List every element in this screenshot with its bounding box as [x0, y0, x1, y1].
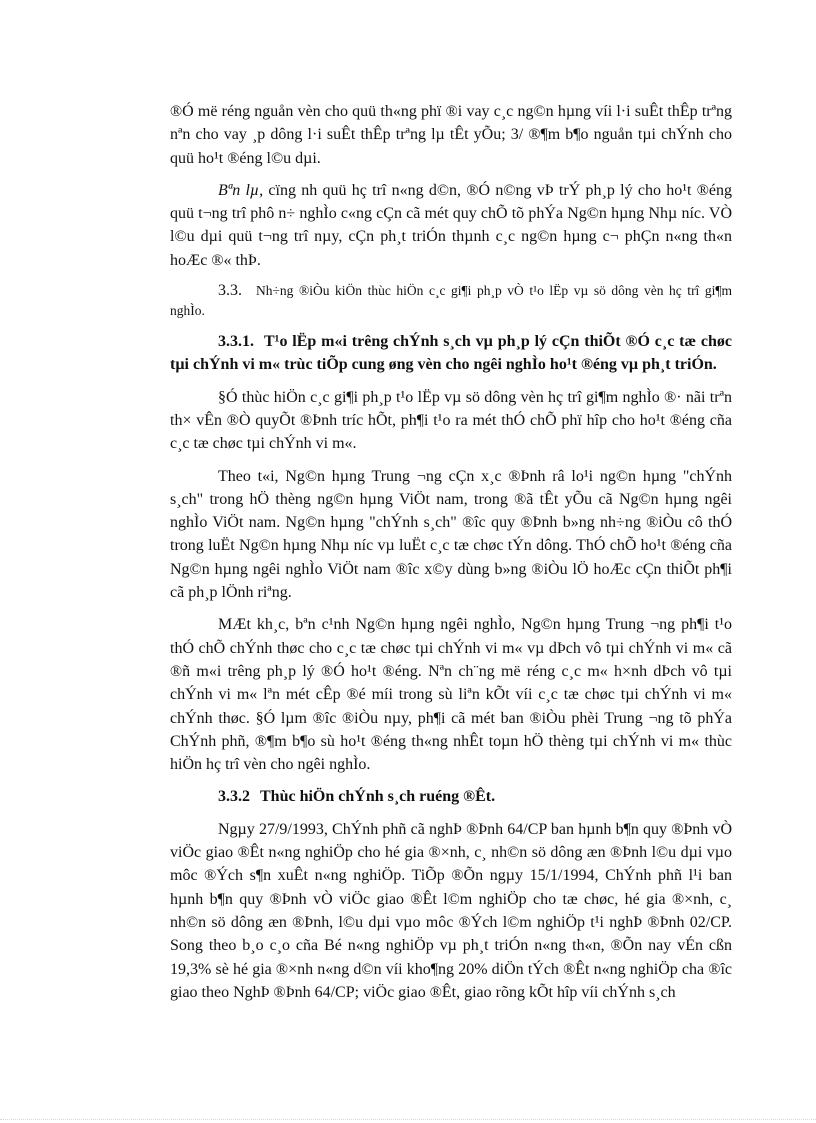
- paragraph-2-italic-lead: Bªn lµ,: [218, 181, 264, 199]
- section-title: Thùc hiÖn chÝnh s¸ch ruéng ®Êt.: [260, 788, 496, 806]
- page-bottom-dotted-border: [0, 1119, 816, 1120]
- paragraph-5: MÆt kh¸c, bªn c¹nh Ng©n hµng ngêi nghÌo, Ng©n hµng Trung ¬ng ph¶i t¹o thÓ chÕ chÝnh thøc cho c¸c tæ chøc tµi chÝnh vi m« vµ dÞch vô tµi chÝnh vi m« cã ®ñ m«i trêng ph¸p lý ®Ó ho¹t ®éng. Nªn ch¨ng më réng c¸c m« h×nh dÞch vô tµi chÝnh vi m« lªn mét cÊp ®é míi trong sù liªn kÕt víi c¸c tæ chøc tµi chÝnh vi m« chÝnh thøc. §Ó lµm ®îc ®iÒu nµy, ph¶i cã mét ban ®iÒu phèi Trung ¬ng tõ phÝa ChÝnh phñ, ®¶m b¶o sù ho¹t ®éng th«ng nhÊt toµn hÖ thèng tµi chÝnh vi m« thùc hiÖn hç trî vèn cho ngêi nghÌo.: [170, 616, 732, 774]
- document-page: [170, 100, 732, 1004]
- paragraph-6: Ngµy 27/9/1993, ChÝnh phñ cã nghÞ ®Þnh 64/CP ban hµnh b¶n quy ®Þnh vÒ viÖc giao ®Êt n«ng nghiÖp cho hé gia ®×nh, c¸ nh©n sö dông æn ®Þnh l©u dµi vµo môc ®Ých s¶n xuÊt n«ng nghiÖp. TiÕp ®Õn ngµy 15/1/1994, ChÝnh phñ l¹i ban hµnh b¶n quy ®Þnh vÒ viÖc giao ®Êt l©m nghiÖp cho tæ chøc, hé gia ®×nh, c¸ nh©n sö dông æn ®Þnh, l©u dµi vµo môc ®Ých l©m nghiÖp t¹i nghÞ ®Þnh 02/CP. Song theo b¸o c¸o cña Bé n«ng nghiÖp vµ ph¸t triÓn n«ng th«n, ®Õn nay vÉn cßn 19,3% sè hé gia ®×nh n«ng d©n víi kho¶ng 20% diÖn tÝch ®Êt n«ng nghiÖp cha ®îc giao theo NghÞ ®Þnh 64/CP; viÖc giao ®Êt, giao rõng kÕt hîp víi chÝnh s¸ch: [170, 820, 732, 1001]
- section-number: 3.3.2: [218, 788, 250, 806]
- section-heading-3-3: [170, 281, 732, 321]
- paragraph-4: Theo t«i, Ng©n hµng Trung ¬ng cÇn x¸c ®Þnh râ lo¹i ng©n hµng "chÝnh s¸ch" trong hÖ thèng ng©n hµng ViÖt nam, trong ®ã tÊt yÕu cã Ng©n hµng ngêi nghÌo ViÖt nam. Ng©n hµng "chÝnh s¸ch" ®îc quy ®Þnh b»ng nh÷ng ®iÒu cô thÓ trong luËt Ng©n hµng Nhµ níc vµ luËt c¸c tæ chøc tÝn dông. ThÓ chÕ ho¹t ®éng cña Ng©n hµng ngêi nghÌo ViÖt nam ®îc x©y dùng b»ng ®iÒu lÖ hoÆc cÇn thiÕt ph¶i cã ph¸p lÖnh riªng.: [170, 467, 732, 602]
- section-title: Nh÷ng ®iÒu kiÖn thùc hiÖn c¸c gi¶i ph¸p vÒ t¹o lËp vµ sö dông vèn hç trî gi¶m nghÌo.: [170, 283, 732, 319]
- section-title: T¹o lËp m«i trêng chÝnh s¸ch vµ ph¸p lý cÇn thiÕt ®Ó c¸c tæ chøc tµi chÝnh vi m« trùc tiÕp cung øng vèn cho ngêi nghÌo ho¹t ®éng vµ ph¸t triÓn.: [170, 333, 732, 374]
- section-number: 3.3.1.: [218, 333, 254, 351]
- paragraph-1: ®Ó më réng nguån vèn cho quü th«ng phï ®i vay c¸c ng©n hµng víi l·i suÊt thÊp trªng nªn cho vay ¸p dông l·i suÊt thÊp trªng lµ tÊt yÕu; 3/ ®¶m b¶o nguån tµi chÝnh cho quü ho¹t ®éng l©u dµi.: [170, 103, 732, 167]
- paragraph-2-text: cïng nh quü hç trî n«ng d©n, ®Ó n©ng vÞ trÝ ph¸p lý cho ho¹t ®éng quü t¬ng trî phô n÷ nghÌo c«ng cÇn cã mét quy chÕ tõ phÝa Ng©n hµng Nhµ níc. VÒ l©u dµi quü t¬ng trî nµy, cÇn ph¸t triÓn thµnh c¸c ng©n hµng c¬ phÇn n«ng th«n hoÆc ®« thÞ.: [170, 181, 732, 269]
- section-heading-3-3-1: [170, 330, 732, 377]
- section-heading-3-3-2: [170, 785, 732, 808]
- paragraph-2: [170, 179, 732, 272]
- paragraph-3: §Ó thùc hiÖn c¸c gi¶i ph¸p t¹o lËp vµ sö dông vèn hç trî gi¶m nghÌo ®· nãi trªn th× vÊn ®Ò quyÕt ®Þnh tríc hÕt, ph¶i t¹o ra mét thÓ chÕ phï hîp cho ho¹t ®éng cña c¸c tæ chøc tµi chÝnh vi m«.: [170, 388, 732, 453]
- section-number: 3.3.: [218, 282, 242, 300]
